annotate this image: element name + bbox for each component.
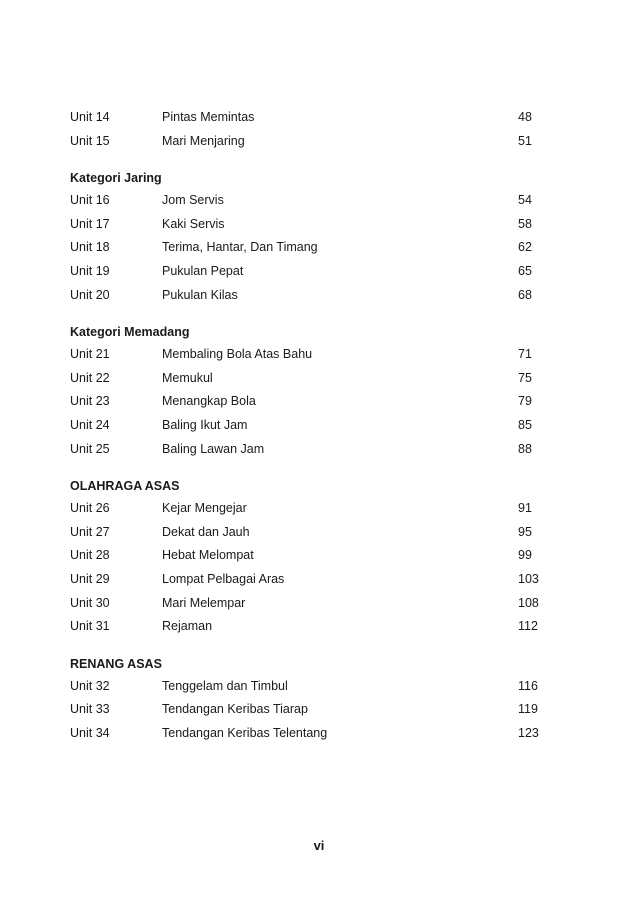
toc-entry: [70, 438, 542, 462]
page-ref: 88: [518, 441, 532, 456]
unit-label: Unit 30: [70, 595, 110, 610]
toc-entry: [70, 213, 542, 237]
page-ref: 85: [518, 417, 532, 432]
toc-section: [70, 167, 542, 307]
page-ref: 51: [518, 133, 532, 148]
page-ref: 62: [518, 240, 532, 255]
entry-title: Tendangan Keribas Tiarap: [162, 702, 308, 717]
unit-label: Unit 19: [70, 263, 110, 278]
page-ref: 58: [518, 216, 532, 231]
toc-entry: [70, 189, 542, 213]
page-ref: 48: [518, 110, 532, 124]
section-heading: Kategori Memadang: [70, 325, 190, 340]
page-ref: 71: [518, 347, 532, 362]
unit-label: Unit 18: [70, 240, 110, 255]
unit-label: Unit 33: [70, 702, 110, 717]
unit-label: Unit 28: [70, 548, 110, 563]
page-ref: 116: [518, 678, 538, 693]
toc-entry: [70, 390, 542, 414]
page-number: vi: [313, 838, 325, 853]
page-ref: 54: [518, 193, 532, 208]
unit-label: Unit 31: [70, 619, 110, 634]
toc-entry: [70, 544, 542, 568]
toc-entry: [70, 343, 542, 367]
toc-entry: [70, 698, 542, 722]
toc-entry: [70, 284, 542, 308]
entry-title: Kejar Mengejar: [162, 501, 247, 516]
page-ref: 123: [518, 725, 539, 740]
page-ref: 95: [518, 524, 532, 539]
toc-entry: [70, 675, 542, 699]
toc-entry: [70, 414, 542, 438]
entry-title: Lompat Pelbagai Aras: [162, 571, 285, 586]
page-ref: 75: [518, 370, 532, 385]
toc-section: [70, 321, 542, 461]
toc-entry: [70, 722, 542, 746]
entry-title: Pintas Memintas: [162, 110, 255, 124]
page-ref: 79: [518, 394, 532, 409]
page-ref: 112: [518, 619, 538, 634]
page-ref: 119: [518, 702, 538, 717]
page-ref: 108: [518, 595, 539, 610]
unit-label: Unit 34: [70, 725, 110, 740]
table-of-contents: [70, 106, 542, 759]
entry-title: Rejaman: [162, 619, 213, 634]
unit-label: Unit 23: [70, 394, 110, 409]
page-ref: 99: [518, 548, 532, 563]
toc-entry: [70, 106, 542, 130]
unit-label: Unit 22: [70, 370, 110, 385]
unit-label: Unit 21: [70, 347, 110, 362]
unit-label: Unit 27: [70, 524, 110, 539]
toc-section: [70, 106, 542, 153]
entry-title: Memukul: [162, 370, 213, 385]
entry-title: Kaki Servis: [162, 216, 225, 231]
unit-label: Unit 15: [70, 133, 110, 148]
toc-entry: [70, 236, 542, 260]
entry-title: Baling Lawan Jam: [162, 441, 265, 456]
toc-sections: [70, 106, 542, 745]
toc-entry: [70, 367, 542, 391]
toc-entry: [70, 130, 542, 154]
page-ref: 65: [518, 263, 532, 278]
entry-title: Tendangan Keribas Telentang: [162, 725, 328, 740]
entry-title: Pukulan Pepat: [162, 263, 244, 278]
entry-title: Jom Servis: [162, 193, 224, 208]
entry-title: Terima, Hantar, Dan Timang: [162, 240, 318, 255]
toc-entry: [70, 497, 542, 521]
unit-label: Unit 26: [70, 501, 110, 516]
entry-title: Menangkap Bola: [162, 394, 256, 409]
unit-label: Unit 17: [70, 216, 110, 231]
toc-entry: [70, 260, 542, 284]
unit-label: Unit 20: [70, 287, 110, 302]
page-ref: 103: [518, 571, 539, 586]
entry-title: Pukulan Kilas: [162, 287, 238, 302]
toc-entry: [70, 568, 542, 592]
toc-section: [70, 653, 542, 746]
entry-title: Hebat Melompat: [162, 548, 254, 563]
unit-label: Unit 32: [70, 678, 110, 693]
entry-title: Mari Melempar: [162, 595, 246, 610]
toc-entry: [70, 615, 542, 639]
unit-label: Unit 24: [70, 417, 110, 432]
entry-title: Tenggelam dan Timbul: [162, 678, 288, 693]
section-heading: RENANG ASAS: [70, 656, 162, 671]
entry-title: Baling Ikut Jam: [162, 417, 248, 432]
entry-title: Mari Menjaring: [162, 133, 245, 148]
section-heading: OLAHRAGA ASAS: [70, 479, 180, 494]
page-ref: 68: [518, 287, 532, 302]
toc-section: [70, 475, 542, 639]
page-ref: 91: [518, 501, 532, 516]
entry-title: Dekat dan Jauh: [162, 524, 250, 539]
unit-label: Unit 16: [70, 193, 110, 208]
toc-entry: [70, 592, 542, 616]
section-heading: Kategori Jaring: [70, 171, 162, 186]
unit-label: Unit 29: [70, 571, 110, 586]
unit-label: Unit 25: [70, 441, 110, 456]
toc-entry: [70, 521, 542, 545]
entry-title: Membaling Bola Atas Bahu: [162, 347, 313, 362]
unit-label: Unit 14: [70, 110, 110, 124]
